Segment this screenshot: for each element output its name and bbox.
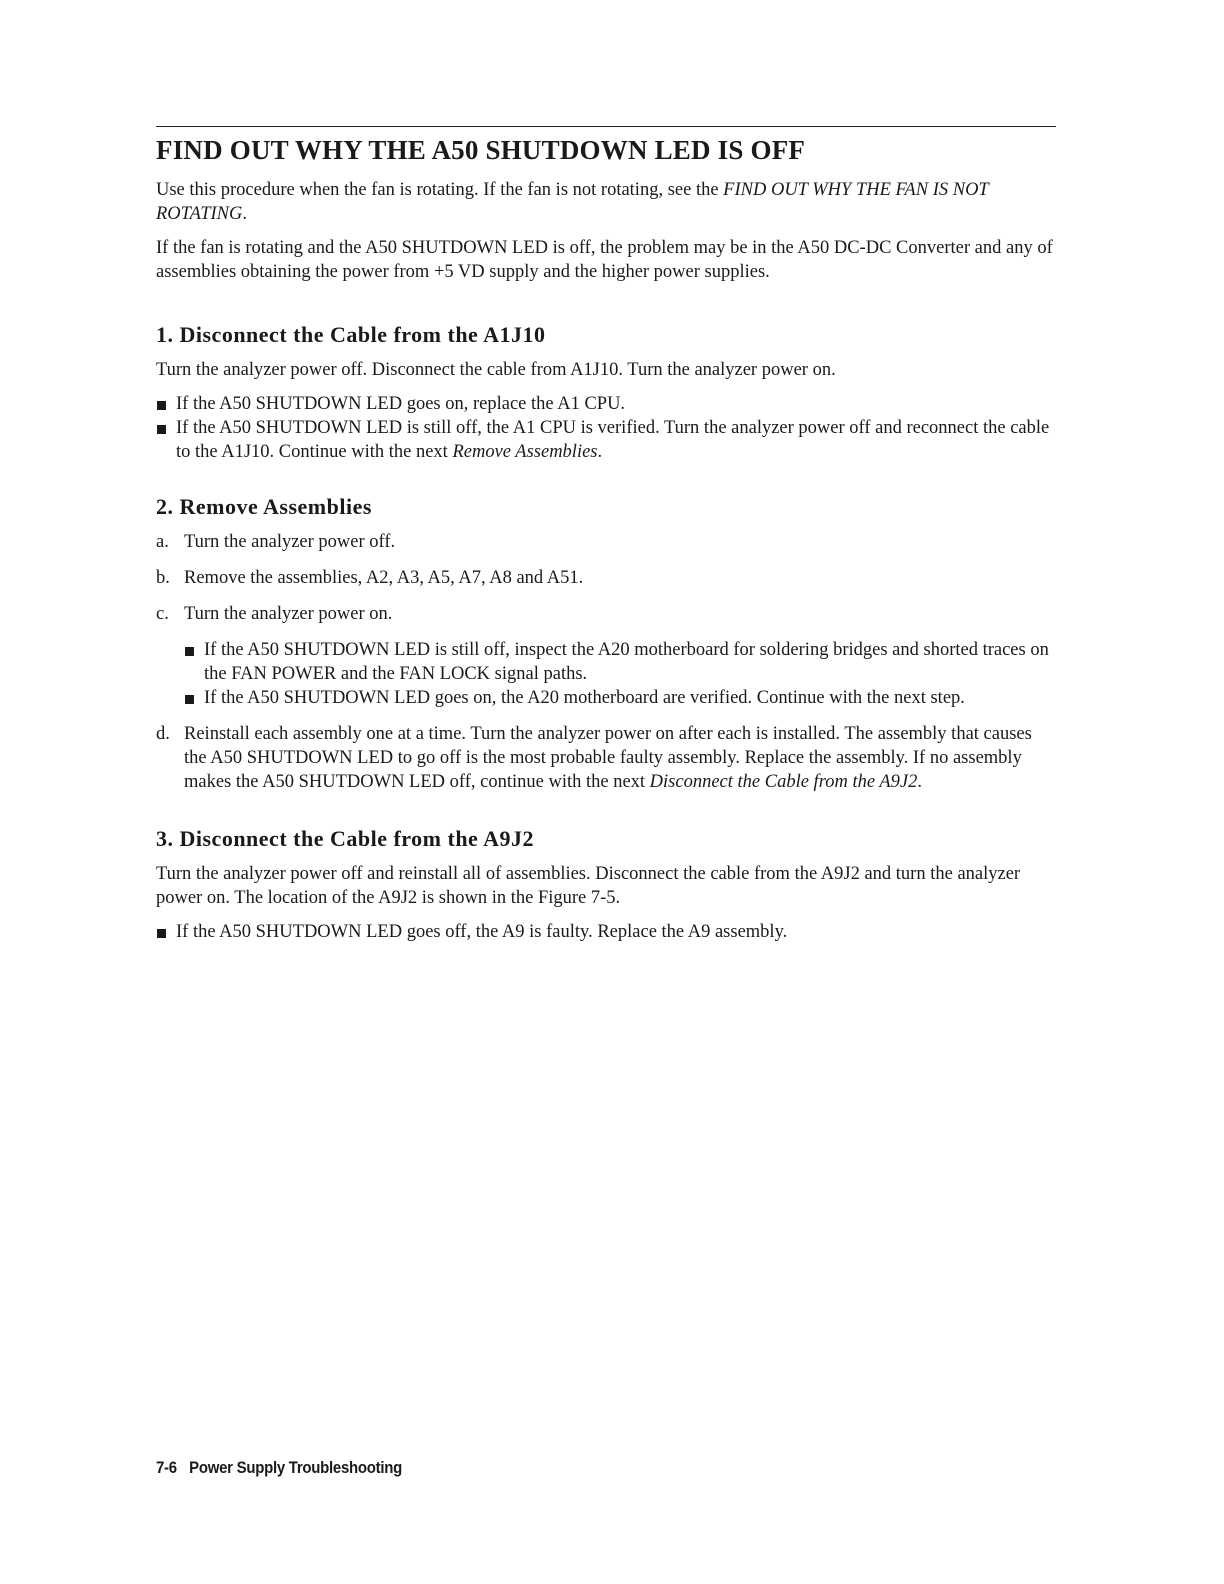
section-3-bullets xyxy=(156,920,1056,944)
list-item: If the A50 SHUTDOWN LED goes on, replace the A1 CPU. xyxy=(156,392,1056,416)
step-c-bullets xyxy=(184,638,1056,710)
cross-reference: Remove Assemblies xyxy=(452,442,598,462)
step-b: b. Remove the assemblies, A2, A3, A5, A7, A8 and A51. xyxy=(156,568,584,588)
bullet-icon xyxy=(185,647,194,656)
page-number: 7-6 xyxy=(156,1458,177,1477)
bullet-icon xyxy=(157,929,166,938)
section-1-heading: 1. Disconnect the Cable from the A1J10 xyxy=(156,322,546,347)
intro-paragraph-1: Use this procedure when the fan is rotating. If the fan is not rotating, see the FIND OUT WHY THE FAN IS NOT ROTATING. xyxy=(156,180,989,224)
section-3-heading: 3. Disconnect the Cable from the A9J2 xyxy=(156,826,534,851)
list-item: If the A50 SHUTDOWN LED is still off, the A1 CPU is verified. Turn the analyzer power off and reconnect the cable to the A1J10. Continue with the next Remove Assemblies. xyxy=(156,416,1056,464)
bullet-icon xyxy=(157,401,166,410)
section-1-bullets xyxy=(156,392,1056,464)
intro-paragraph-2: If the fan is rotating and the A50 SHUTDOWN LED is off, the problem may be in the A50 DC-DC Converter and any of assemblies obtaining the power from +5 VD supply and the higher power supplies. xyxy=(156,238,1053,282)
page-footer xyxy=(156,1458,402,1478)
step-c: c. Turn the analyzer power on. If the A50 SHUTDOWN LED is still off, inspect the A20 motherboard for soldering bridges and shorted traces on the FAN POWER and the FAN LOCK signal paths. If the A50 SHUTDOWN LED goes on, the A20 motherboard are verified. Continue with the next step. xyxy=(156,602,1056,710)
cross-reference: Disconnect the Cable from the A9J2 xyxy=(649,772,918,792)
list-item: If the A50 SHUTDOWN LED goes on, the A20 motherboard are verified. Continue with the next step. xyxy=(184,686,1056,710)
document-page xyxy=(156,126,1056,954)
page-title: FIND OUT WHY THE A50 SHUTDOWN LED IS OFF xyxy=(156,135,806,165)
step-a: a. Turn the analyzer power off. xyxy=(156,532,396,552)
step-d: d. Reinstall each assembly one at a time. Turn the analyzer power on after each is installed. The assembly that causes the A50 SHUTDOWN LED to go off is the most probable faulty assembly. Replace the assembly. If no assembly makes the A50 SHUTDOWN LED off, continue with the next Disconnect the Cable from the A9J2. xyxy=(156,724,1032,792)
section-3-text: Turn the analyzer power off and reinstall all of assemblies. Disconnect the cable from the A9J2 and turn the analyzer power on. The location of the A9J2 is shown in the Figure 7-5. xyxy=(156,864,1021,908)
list-item: If the A50 SHUTDOWN LED is still off, inspect the A20 motherboard for soldering bridges and shorted traces on the FAN POWER and the FAN LOCK signal paths. xyxy=(184,638,1056,686)
bullet-icon xyxy=(185,695,194,704)
cross-reference: FIND OUT WHY THE FAN IS NOT ROTATING xyxy=(156,180,989,224)
section-2-heading: 2. Remove Assemblies xyxy=(156,494,372,519)
list-item: If the A50 SHUTDOWN LED goes off, the A9 is faulty. Replace the A9 assembly. xyxy=(156,920,1056,944)
section-1-text: Turn the analyzer power off. Disconnect the cable from A1J10. Turn the analyzer power on. xyxy=(156,360,836,380)
chapter-title: Power Supply Troubleshooting xyxy=(189,1458,403,1477)
top-rule xyxy=(156,126,1056,127)
bullet-icon xyxy=(157,425,166,434)
